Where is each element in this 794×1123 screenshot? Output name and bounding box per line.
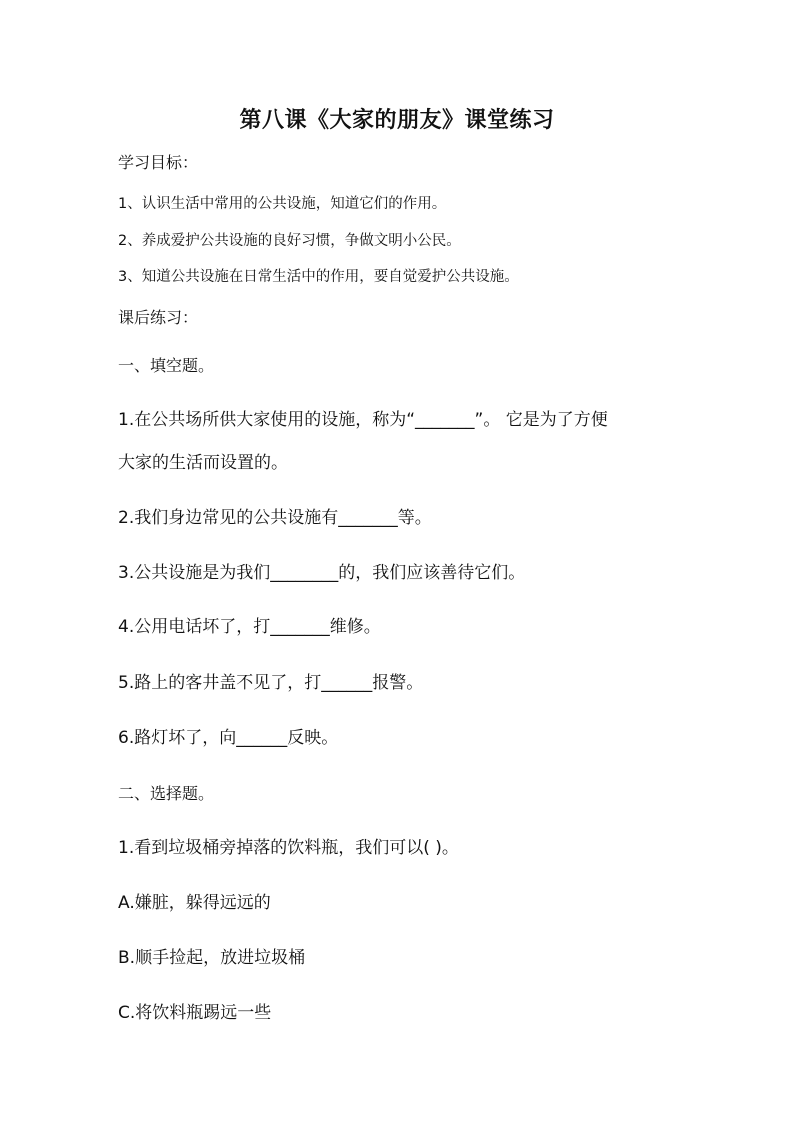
fill-blank-q1-line1: 1.在公共场所供大家使用的设施，称为“_______”。 它是为了方便	[118, 410, 608, 430]
choice-option-c: C.将饮料瓶踢远一些	[118, 1003, 272, 1023]
fill-blank-q5: 5.路上的客井盖不见了，打______报警。	[118, 673, 424, 693]
fill-blank-q1-line2: 大家的生活而设置的。	[118, 453, 288, 473]
objective-item-2: 2、养成爱护公共设施的良好习惯，争做文明小公民。	[118, 233, 461, 249]
choice-option-b: B.顺手捡起，放进垃圾桶	[118, 948, 306, 968]
practice-heading: 课后练习：	[118, 308, 199, 327]
choice-option-a: A.嫌脏，躲得远远的	[118, 893, 271, 913]
fill-blank-q2: 2.我们身边常见的公共设施有_______等。	[118, 508, 432, 528]
objectives-heading: 学习目标：	[118, 153, 199, 172]
fill-blank-q4: 4.公用电话坏了，打_______维修。	[118, 617, 381, 637]
page-title: 第八课《大家的朋友》课堂练习	[239, 107, 555, 133]
objective-item-3: 3、知道公共设施在日常生活中的作用，要自觉爱护公共设施。	[118, 269, 519, 285]
choice-heading: 二、选择题。	[118, 784, 215, 803]
fill-blank-q6: 6.路灯坏了，向______反映。	[118, 728, 339, 748]
objective-item-1: 1、认识生活中常用的公共设施，知道它们的作用。	[118, 196, 447, 212]
choice-q1: 1.看到垃圾桶旁掉落的饮料瓶，我们可以( )。	[118, 838, 459, 858]
fill-blank-heading: 一、填空题。	[118, 356, 215, 375]
fill-blank-q3: 3.公共设施是为我们________的，我们应该善待它们。	[118, 563, 526, 583]
